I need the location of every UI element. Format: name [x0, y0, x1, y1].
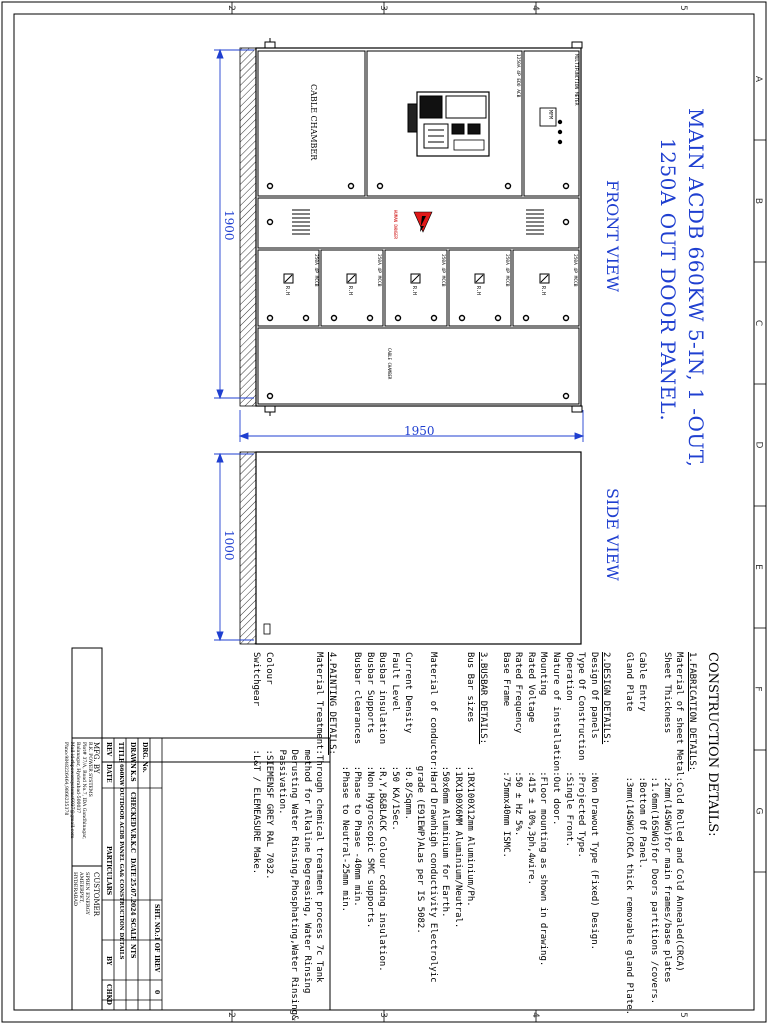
title-label: TITLE — [117, 742, 124, 763]
busbar-table — [338, 652, 477, 983]
busbar-row: :50x6mm Aluminium for Earth. — [440, 765, 451, 918]
rev-value: 0 — [153, 990, 160, 995]
zone-letter-a: A — [753, 75, 764, 83]
rev-header-rev: REV — [105, 742, 112, 757]
design-row: Base Frame :75mmx40mm ISMC. — [500, 652, 511, 858]
customer-label: CUSTOMER — [92, 872, 100, 917]
paint-row: Colour :SIEMENSF GREY RAL 7032. — [264, 652, 274, 880]
acb-label: 1250A 4P EDO ACB — [515, 54, 520, 98]
mfg-by-label: MFG. BY — [92, 742, 100, 774]
mfg-line: Mail id:rkpowersystems6037@gmail.com — [69, 742, 74, 839]
cable-chamber-bottom-label: CABLE CHAMBER — [387, 348, 392, 380]
front-view-label: FRONT VIEW — [603, 180, 622, 293]
mccb-4-label: 250A 4P MCCB — [504, 254, 509, 287]
meter-tag: MFM — [547, 110, 553, 120]
mccb-1-tag: R.H — [284, 286, 290, 296]
date-label: DATE — [129, 858, 136, 877]
fab-row: :1.6mm(16SWG)for Doors partitions /covers. — [649, 776, 660, 1005]
design-row: Design Of panels :Non Drawout Type (Fixed) Design. — [588, 652, 599, 951]
side-ground-hatch — [240, 452, 256, 644]
drg-no-label: DRG. No. — [141, 742, 148, 773]
zone-letter-e: E — [752, 564, 763, 570]
construction-block — [250, 652, 698, 1020]
drawing-title-line2: 1250A OUT DOOR PANEL. — [656, 138, 680, 422]
busbar-row: Material of conductor :Hard Drawnhigh conductivity Electrolyic — [427, 652, 438, 983]
fab-row: Material of sheet Metal :Cold Rolled and Cold Annealed(CRCA) — [674, 652, 685, 972]
mccb-compartment-5 — [513, 250, 579, 326]
fab-row: Gland Plate :3mm(14SWG)CRCA thick removable gland Plate. — [624, 652, 635, 1016]
zone-number-4-top: 4 — [529, 5, 540, 11]
busbar-row: grade (E91EWP)ALas per IS 5082. — [415, 765, 426, 934]
paint-row: Material Treatment :Through chemical treatment process 7c Tank — [314, 652, 325, 983]
zone-letter-f: F — [752, 686, 763, 692]
scale-value: NTS — [129, 944, 136, 959]
checked-label: CHECKED — [129, 792, 136, 827]
mccb-5-tag: R.H — [540, 286, 546, 296]
mccb-1-label: 250A 4P MCCB — [313, 254, 318, 287]
rev-header-particulars: PARTICULARS — [105, 846, 112, 896]
customer-line: HYDERABAD — [72, 872, 78, 906]
paint-row: method for Alkaline Degreasing, Water Rinsing — [301, 749, 312, 994]
rev-header-by: BY — [105, 956, 112, 966]
zone-number-3-top: 3 — [377, 5, 388, 11]
customer-line: SPREN ENERGY — [84, 872, 90, 915]
mccb-3-label: 250A 4P MCCB — [440, 254, 445, 287]
fab-row: Sheet Thickness :2mm(14SWG)for main frames/base plates — [661, 652, 672, 983]
cable-chamber-bottom-door — [258, 328, 579, 404]
mfg-line: Plot# 37/A, Road No.7, IDA Gandhinagar, — [81, 742, 86, 840]
zone-number-3-bottom: 3 — [377, 1012, 388, 1018]
paint-row: Derusting Water Rinsing,Phosphating,Water Rinsing& — [289, 749, 300, 1021]
busbar-row: Busbar insulation :R,Y,B&BLACK Colour coding insulation. — [377, 652, 388, 972]
design-row: Rated Frequency :50 ± Hz 5%. — [513, 652, 524, 837]
busbar-row: Fault Level :50 KA/1Sec. — [389, 652, 400, 831]
busbar-row: :Phase to Neutral-25mm min. — [339, 765, 350, 913]
zone-letter-d: D — [753, 441, 764, 449]
front-ground-hatch — [240, 48, 256, 406]
busbar-row: Bus Bar sizes :1RX100X12mm Aluminium/Ph. — [465, 652, 476, 907]
title-value: 660KW OUTDOOR ACDB PANEL GA& CONSTRUCTION DETAILS — [118, 764, 124, 960]
mccb-2-label: 250A 4P MCCB — [376, 254, 381, 287]
mccb-4-tag: R.H — [475, 286, 481, 296]
paint-row: Passivation. — [276, 749, 287, 815]
zone-letter-g: G — [753, 807, 764, 815]
dimension-depth-value: 1000 — [222, 530, 236, 561]
paint-row: Switchgear :L&T / ELEMEASURE Make. — [251, 652, 262, 875]
cable-chamber-top-label: CABLE CHAMBER — [309, 84, 318, 161]
drawing-title-line1: MAIN ACDB 660KW 5-IN, 1 -OUT, — [684, 108, 708, 468]
zone-number-2-bottom: 2 — [225, 1012, 236, 1018]
fabrication-table — [622, 652, 685, 1015]
mccb-2-tag: R.H — [347, 286, 353, 296]
meter-label: MULTIFUNCTION METER — [573, 54, 578, 106]
zone-number-4-bottom: 4 — [529, 1012, 540, 1018]
front-panel-outline — [256, 48, 581, 406]
side-view-label: SIDE VIEW — [603, 488, 622, 581]
design-table — [499, 652, 600, 966]
construction-heading: CONSTRUCTION DETAILS: — [705, 652, 720, 837]
design-row: Rated Voltage :415 ± 10%,3ph,4wire. — [525, 652, 536, 886]
mfg-line: Balanagar, Hyderabad-500037 — [75, 742, 80, 814]
dimension-height-value: 1900 — [222, 210, 236, 241]
mfg-address — [62, 742, 92, 839]
customer-line: AMEERPET, — [78, 872, 84, 903]
drawn-label: DRAWN — [129, 742, 136, 769]
painting-table — [250, 652, 326, 1020]
section-painting-heading: 4.PAINTING DETAILS: — [326, 652, 337, 755]
zone-letter-b: B — [753, 197, 764, 205]
busbar-row: Busbar clearances :Phase to Phase -40mm min. — [352, 652, 363, 907]
mfg-line: Phno:9848226464,9866235378 — [63, 742, 68, 816]
zone-letter-c: C — [753, 319, 764, 327]
dimension-width-value: 1950 — [404, 424, 435, 438]
mfg-line: R.K. POWER SYSTEMS — [87, 742, 92, 797]
design-row: Operation :Single Front. — [563, 652, 574, 848]
design-row: Mounting :Floor mounting as shown in drawing. — [538, 652, 549, 967]
section-fabrication-heading: 1.FABRICATION DETAILS: — [687, 652, 697, 772]
mccb-handles — [284, 274, 549, 283]
customer-address — [72, 872, 90, 915]
busbar-chamber — [258, 198, 579, 248]
danger-sign — [414, 212, 432, 232]
fab-row: Cable Entry :Bottom Of Panel. — [636, 652, 647, 869]
rev-label: REV — [153, 958, 160, 973]
design-row: Type Of Construction :Projected Type. — [576, 652, 587, 858]
side-panel-outline — [256, 452, 581, 644]
zone-number-5-top: 5 — [677, 5, 688, 11]
date-value: 25.07.2024 — [129, 878, 136, 916]
busbar-row: Current Density :0.8/Sqmm. — [402, 652, 413, 820]
louvre-right — [526, 210, 544, 234]
rev-header-date: DATE — [105, 764, 112, 783]
zone-number-5-bottom: 5 — [677, 1012, 688, 1018]
louvre-left — [292, 210, 310, 234]
zone-number-2-top: 2 — [225, 5, 236, 11]
sheet-number: SHT. NO.:1 OF 1 — [153, 904, 160, 959]
drawn-value: K.S — [129, 770, 136, 782]
mccb-5-label: 250A 4P MCCB — [572, 254, 577, 287]
section-design-heading: 2.DESIGN DETAILS: — [601, 652, 612, 745]
scale-label: SCALE — [129, 918, 136, 941]
rev-header-chkd: CHKD — [105, 984, 112, 1005]
danger-label: HUMAN DANGER — [393, 210, 398, 239]
acb-breaker — [408, 92, 489, 156]
side-panel-handle — [264, 624, 270, 634]
busbar-row: :1RX100X6MM Aluminium/Neutral. — [452, 765, 463, 929]
checked-value: V.R.K.C — [129, 828, 136, 853]
section-busbar-heading: 3.BUSBAR DETAILS: — [478, 652, 489, 745]
design-row: Nature of installation :Out door. — [551, 652, 562, 826]
mccb-3-tag: R.H — [411, 286, 417, 296]
busbar-row: Busbar Supports :Non Hygroscopic SMC supports. — [364, 652, 375, 929]
